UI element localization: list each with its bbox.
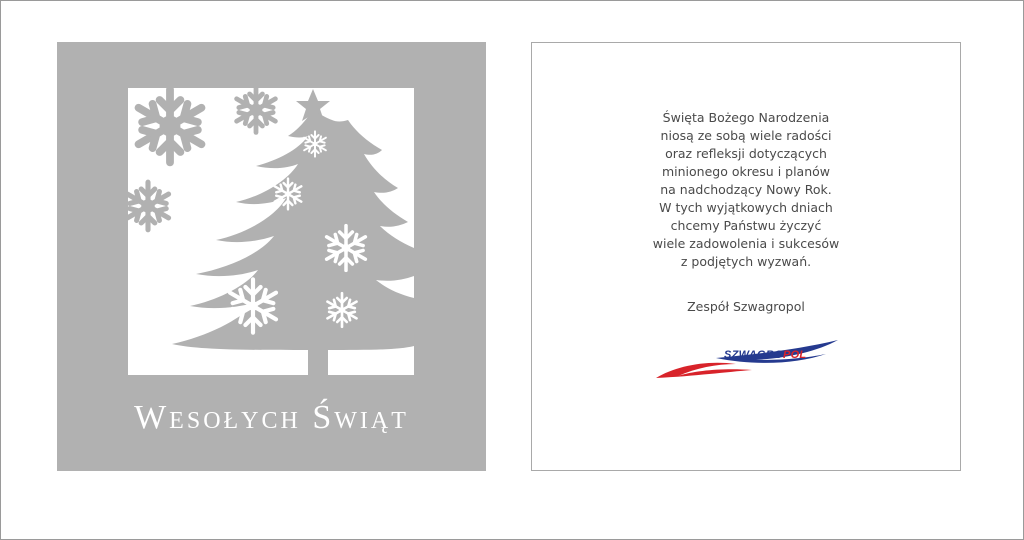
message-line: Święta Bożego Narodzenia bbox=[662, 110, 830, 125]
message-line: z podjętych wyzwań. bbox=[680, 254, 812, 269]
logo-swoosh bbox=[656, 338, 838, 384]
message-line: minionego okresu i planów bbox=[661, 164, 831, 179]
company-logo bbox=[656, 338, 838, 384]
logo-wordmark: SZWAGROPOL bbox=[724, 349, 807, 361]
tree-window bbox=[128, 88, 414, 375]
snowflake-icon bbox=[128, 182, 169, 230]
snowflake-icon bbox=[139, 90, 202, 163]
greeting-card-message bbox=[531, 42, 961, 471]
greeting-title: Wesołych Świąt bbox=[134, 399, 409, 436]
christmas-tree-illustration bbox=[128, 88, 414, 375]
message-line: na nadchodzący Nowy Rok. bbox=[660, 182, 832, 197]
message-line: wiele zadowolenia i sukcesów bbox=[652, 236, 840, 251]
message-body bbox=[532, 109, 960, 271]
message-line: niosą ze sobą wiele radości bbox=[660, 128, 832, 143]
snowflake-icon bbox=[237, 88, 276, 132]
greeting-card-front bbox=[57, 42, 486, 471]
signature: Zespół Szwagropol bbox=[687, 299, 805, 314]
message-line: oraz refleksji dotyczących bbox=[665, 146, 827, 161]
message-line: chcemy Państwu życzyć bbox=[670, 218, 822, 233]
christmas-tree-icon bbox=[172, 110, 414, 375]
message-line: W tych wyjątkowych dniach bbox=[659, 200, 833, 215]
